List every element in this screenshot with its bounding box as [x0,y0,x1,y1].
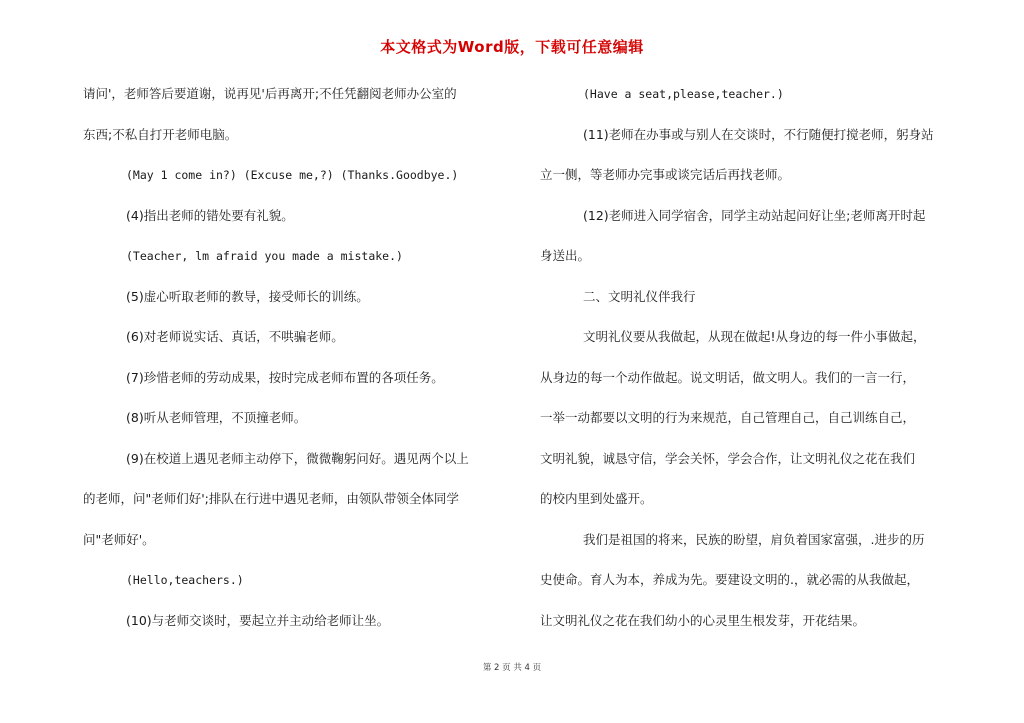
text-line: (Teacher, lm afraid you made a mistake.) [126,249,403,263]
text-line: 立一侧，等老师办完事或谈完话后再找老师。 [540,167,791,182]
text-line: (10)与老师交谈时，要起立并主动给老师让坐。 [126,612,390,628]
text-line: 请问'，老师答后要道谢，说再见'后再离开;不任凭翻阅老师办公室的 [83,86,457,101]
text-line: (9)在校道上遇见老师主动停下，微微鞠躬问好。遇见两个以上 [126,450,469,466]
text-line: 的老师，问"老师们好';排队在行进中遇见老师，由领队带领全体同学 [83,491,459,506]
text-line: 让文明礼仪之花在我们幼小的心灵里生根发芽，开花结果。 [540,612,866,628]
document-header: 本文格式为Word版，下载可任意编辑 [380,38,644,56]
text-line: 一举一动都要以文明的行为来规范，自己管理自己，自己训练自己， [540,410,916,425]
text-line: (7)珍惜老师的劳动成果，按时完成老师布置的各项任务。 [126,369,444,385]
text-line: (5)虚心听取老师的教导，接受师长的训练。 [126,288,369,304]
text-line: 史使命。育人为本，养成为先。要建设文明的.，就必需的从我做起， [540,572,919,587]
text-line: (Have a seat,please,teacher.) [583,87,784,101]
text-line: 文明礼貌，诚恳守信，学会关怀，学会合作，让文明礼仪之花在我们 [540,450,916,466]
page-number-footer: 第 2 页 共 4 页 [482,663,542,673]
section-heading: 二、文明礼仪伴我行 [583,288,696,304]
text-line: 的校内里到处盛开。 [540,491,653,506]
text-line: 我们是祖国的将来，民族的盼望，肩负着国家富强，.进步的历 [583,531,925,547]
left-text-column [83,74,513,641]
text-line: 从身边的每一个动作做起。说文明话，做文明人。我们的一言一行， [540,369,916,385]
text-line: 问"老师好'。 [83,531,155,547]
text-line: 东西;不私自打开老师电脑。 [83,126,238,142]
text-line: (11)老师在办事或与别人在交谈时，不行随便打搅老师，躬身站 [583,126,934,142]
text-line: (May 1 come in?) (Excuse me,?) (Thanks.Goodbye.) [126,168,459,182]
text-line: (6)对老师说实话、真话，不哄骗老师。 [126,329,344,344]
text-line: 文明礼仪要从我做起，从现在做起!从身边的每一件小事做起， [583,329,926,344]
right-text-column [540,74,970,641]
text-line: (8)听从老师管理，不顶撞老师。 [126,410,307,425]
text-line: (4)指出老师的错处要有礼貌。 [126,207,294,223]
text-line: (12)老师进入同学宿舍，同学主动站起问好让坐;老师离开时起 [583,207,926,223]
text-line: (Hello,teachers.) [126,573,244,587]
text-line: 身送出。 [540,248,591,263]
